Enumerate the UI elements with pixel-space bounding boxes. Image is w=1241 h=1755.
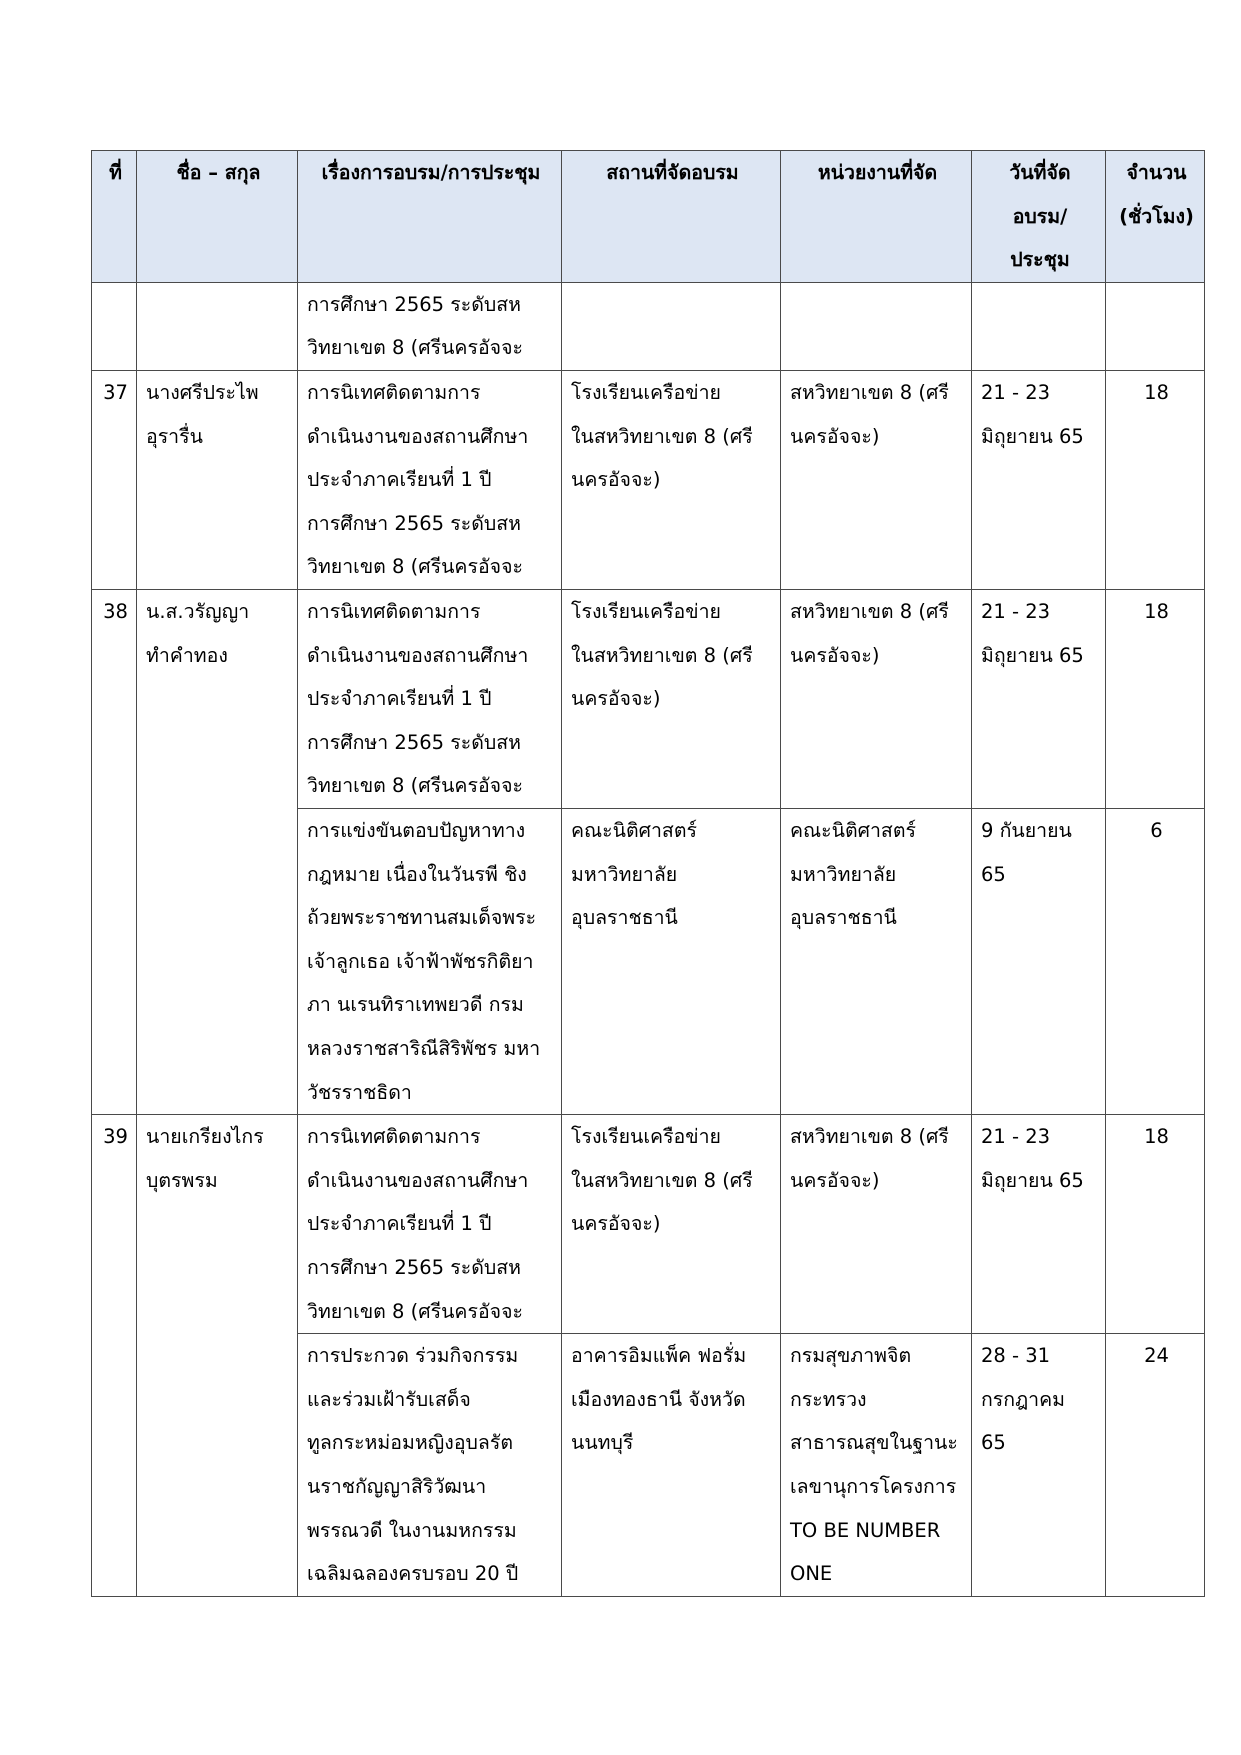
cell-org — [781, 1334, 972, 1597]
topic-line: วิทยาเขต 8 (ศรีนครอัจจะ — [307, 774, 523, 798]
date-line: 28 - 31 — [981, 1344, 1051, 1368]
topic-line: นราชกัญญาสิริวัฒนา — [307, 1474, 487, 1498]
cell-org — [781, 589, 972, 808]
date-line: 65 — [981, 1431, 1006, 1455]
topic-line: การศึกษา 2565 ระดับสห — [307, 511, 521, 535]
topic-line: การศึกษา 2565 ระดับสห — [307, 730, 521, 754]
training-table — [91, 150, 1205, 1597]
cell-place — [562, 1334, 781, 1597]
topic-line: ถ้วยพระราชทานสมเด็จพระ — [307, 906, 537, 930]
date-line: 21 - 23 — [981, 380, 1051, 404]
header-hours-line: จำนวน — [1126, 161, 1187, 184]
place-line: นครอัจจะ) — [571, 1212, 661, 1236]
place-line: ในสหวิทยาเขต 8 (ศรี — [571, 424, 753, 448]
topic-line: การนิเทศติดตามการ — [307, 599, 481, 623]
cell-hours: 18 — [1106, 589, 1205, 808]
cell-name — [137, 282, 298, 370]
place-line: คณะนิติศาสตร์ — [571, 818, 697, 842]
cell-hours: 18 — [1106, 370, 1205, 589]
cell-place — [562, 808, 781, 1114]
header-topic: เรื่องการอบรม/การประชุม — [298, 151, 562, 283]
cell-org — [781, 1115, 972, 1334]
cell-name — [137, 589, 298, 1114]
cell-date — [972, 282, 1106, 370]
topic-line: การแข่งขันตอบปัญหาทาง — [307, 818, 526, 842]
cell-date — [972, 808, 1106, 1114]
org-line: เลขานุการโครงการ — [790, 1474, 957, 1498]
cell-hours: 18 — [1106, 1115, 1205, 1334]
header-org: หน่วยงานที่จัด — [781, 151, 972, 283]
table-row — [92, 589, 1205, 808]
org-line: TO BE NUMBER — [790, 1518, 941, 1542]
cell-org — [781, 808, 972, 1114]
name-line: บุตรพรม — [146, 1168, 218, 1192]
cell-topic — [298, 282, 562, 370]
header-date-line: ประชุม — [1010, 248, 1070, 272]
topic-line: และร่วมเฝ้ารับเสด็จ — [307, 1387, 471, 1411]
org-line: กระทรวง — [790, 1387, 867, 1411]
name-line: ทำคำทอง — [146, 643, 228, 667]
topic-line: ทูลกระหม่อมหญิงอุบลรัต — [307, 1431, 513, 1455]
place-line: โรงเรียนเครือข่าย — [571, 599, 721, 623]
org-line: คณะนิติศาสตร์ — [790, 818, 916, 842]
topic-line: เจ้าลูกเธอ เจ้าฟ้าพัชรกิติยา — [307, 949, 534, 973]
header-date-line: วันที่จัด — [1009, 161, 1071, 184]
cell-no: 39 — [92, 1115, 137, 1597]
date-line: มิถุยายน 65 — [981, 424, 1084, 448]
place-line: เมืองทองธานี จังหวัด — [571, 1387, 746, 1411]
place-line: นครอัจจะ) — [571, 468, 661, 492]
cell-topic — [298, 589, 562, 808]
org-line: กรมสุขภาพจิต — [790, 1344, 912, 1368]
cell-name — [137, 370, 298, 589]
header-no: ที่ — [92, 151, 137, 283]
topic-line: ดำเนินงานของสถานศึกษา — [307, 424, 529, 448]
name-line: นายเกรียงไกร — [146, 1125, 264, 1149]
place-line: โรงเรียนเครือข่าย — [571, 380, 721, 404]
header-hours — [1106, 151, 1205, 283]
header-hours-line: (ชั่วโมง) — [1119, 204, 1194, 228]
topic-line: ประจำภาคเรียนที่ 1 ปี — [307, 1212, 492, 1236]
topic-line: หลวงราชสาริณีสิริพัชร มหา — [307, 1036, 541, 1060]
cell-topic — [298, 1334, 562, 1597]
place-line: มหาวิทยาลัย — [571, 862, 678, 886]
cell-topic — [298, 1115, 562, 1334]
org-line: อุบลราชธานี — [790, 906, 897, 930]
cell-date — [972, 1334, 1106, 1597]
topic-line: ประจำภาคเรียนที่ 1 ปี — [307, 468, 492, 492]
header-date — [972, 151, 1106, 283]
name-line: นางศรีประไพ — [146, 380, 259, 404]
org-line: นครอัจจะ) — [790, 1168, 880, 1192]
header-date-line: อบรม/ — [1012, 204, 1068, 228]
table-row — [92, 1115, 1205, 1334]
cell-place — [562, 282, 781, 370]
org-line: สหวิทยาเขต 8 (ศรี — [790, 1125, 949, 1149]
topic-line: พรรณวดี ในงานมหกรรม — [307, 1518, 517, 1542]
place-line: นครอัจจะ) — [571, 687, 661, 711]
place-line: ในสหวิทยาเขต 8 (ศรี — [571, 1168, 753, 1192]
cell-hours — [1106, 282, 1205, 370]
date-line: มิถุยายน 65 — [981, 1168, 1084, 1192]
cell-topic — [298, 808, 562, 1114]
cell-place — [562, 1115, 781, 1334]
cell-no: 37 — [92, 370, 137, 589]
topic-line: ดำเนินงานของสถานศึกษา — [307, 1168, 529, 1192]
org-line: สหวิทยาเขต 8 (ศรี — [790, 599, 949, 623]
header-name: ชื่อ – สกุล — [137, 151, 298, 283]
topic-line: การนิเทศติดตามการ — [307, 380, 481, 404]
cell-date — [972, 589, 1106, 808]
topic-line: วิทยาเขต 8 (ศรีนครอัจจะ — [307, 555, 523, 579]
cell-no: 38 — [92, 589, 137, 1114]
cell-topic — [298, 370, 562, 589]
org-line: สาธารณสุขในฐานะ — [790, 1431, 958, 1455]
cell-name — [137, 1115, 298, 1597]
org-line: สหวิทยาเขต 8 (ศรี — [790, 380, 949, 404]
cell-org — [781, 282, 972, 370]
table-row — [92, 370, 1205, 589]
date-line: 21 - 23 — [981, 1125, 1051, 1149]
place-line: โรงเรียนเครือข่าย — [571, 1125, 721, 1149]
topic-line: การประกวด ร่วมกิจกรรม — [307, 1344, 519, 1368]
cell-place — [562, 370, 781, 589]
topic-line: ประจำภาคเรียนที่ 1 ปี — [307, 687, 492, 711]
header-place: สถานที่จัดอบรม — [562, 151, 781, 283]
date-line: 21 - 23 — [981, 599, 1051, 623]
topic-line: วัชรราชธิดา — [307, 1080, 412, 1104]
topic-line: ภา นเรนทิราเทพยวดี กรม — [307, 993, 524, 1017]
cell-hours: 24 — [1106, 1334, 1205, 1597]
cell-no — [92, 282, 137, 370]
date-line: กรกฎาคม — [981, 1387, 1066, 1411]
place-line: นนทบุรี — [571, 1431, 634, 1455]
cell-hours: 6 — [1106, 808, 1205, 1114]
date-line: 65 — [981, 862, 1006, 886]
cell-date — [972, 1115, 1106, 1334]
topic-line: การศึกษา 2565 ระดับสห — [307, 292, 521, 316]
topic-line: กฎหมาย เนื่องในวันรพี ชิง — [307, 862, 527, 886]
table-row-continuation — [92, 282, 1205, 370]
topic-line: การศึกษา 2565 ระดับสห — [307, 1255, 521, 1279]
date-line: 9 กันยายน — [981, 818, 1072, 842]
org-line: นครอัจจะ) — [790, 643, 880, 667]
topic-line: เฉลิมฉลองครบรอบ 20 ปี — [307, 1562, 519, 1586]
cell-org — [781, 370, 972, 589]
topic-line: ดำเนินงานของสถานศึกษา — [307, 643, 529, 667]
org-line: มหาวิทยาลัย — [790, 862, 897, 886]
place-line: อาคารอิมแพ็ค ฟอรั่ม — [571, 1344, 747, 1368]
table-header — [92, 151, 1205, 283]
org-line: นครอัจจะ) — [790, 424, 880, 448]
cell-date — [972, 370, 1106, 589]
cell-place — [562, 589, 781, 808]
place-line: อุบลราชธานี — [571, 906, 678, 930]
name-line: อุรารื่น — [146, 424, 203, 448]
topic-line: วิทยาเขต 8 (ศรีนครอัจจะ — [307, 1299, 523, 1323]
topic-line: วิทยาเขต 8 (ศรีนครอัจจะ — [307, 336, 523, 360]
date-line: มิถุยายน 65 — [981, 643, 1084, 667]
topic-line: การนิเทศติดตามการ — [307, 1125, 481, 1149]
place-line: ในสหวิทยาเขต 8 (ศรี — [571, 643, 753, 667]
name-line: น.ส.วรัญญา — [146, 599, 250, 623]
org-line: ONE — [790, 1562, 833, 1586]
